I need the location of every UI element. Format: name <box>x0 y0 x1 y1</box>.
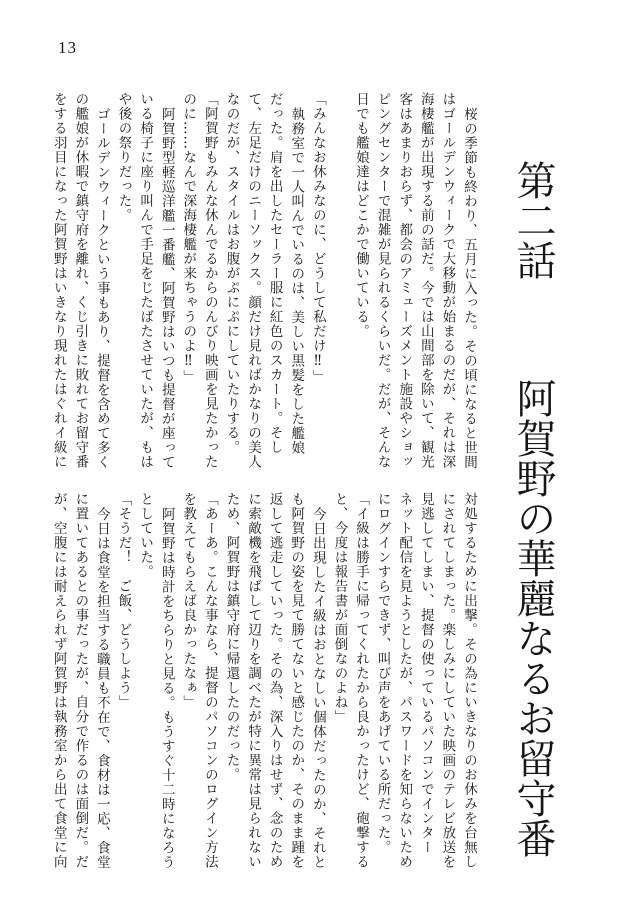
upper-column-2: はゴールデンウィークで大移動が始まるのだが、それは深 <box>439 92 456 469</box>
upper-column-19: をする羽目になった阿賀野はいきなり現れたはぐれイ級に <box>50 92 67 469</box>
upper-column-18: の艦娘が休暇で鎮守府を離れ、くじ引きに敗れてお留守番 <box>72 92 89 469</box>
upper-column-14: 阿賀野型軽巡洋艦一番艦、阿賀野はいつも提督が座って <box>158 106 175 469</box>
upper-column-16: や後の祭りだった。 <box>115 92 132 223</box>
lower-column-5: にログインすらできず、叫び声をあげている所だった。 <box>374 492 391 855</box>
lower-column-15: 阿賀野は時計をちらりと見る。もうすぐ十二時になろう <box>158 506 175 869</box>
upper-column-17: ゴールデンウィークという事もあり、提督を含めて多く <box>93 106 110 469</box>
lower-column-3: 見逃してしまい、提督の使っているパソコンでインター <box>417 492 434 855</box>
upper-column-4: 客はあまりおらず、都会のアミューズメント施設やショッ <box>396 92 413 469</box>
lower-column-11: に索敵機を飛ばして辺りを調べたが特に異常は見られない <box>245 492 262 869</box>
chapter-number: 第二話 <box>510 160 556 280</box>
lower-column-6: 「イ級は勝手に帰ってくれたから良かったけど、砲撃する <box>353 492 370 869</box>
lower-column-2: にされてしまった。楽しみにしていた映画のテレビ放送を <box>439 492 456 869</box>
lower-column-10: 返して逃走していった。その為、深入りはせず、念のため <box>266 492 283 869</box>
upper-column-3: 海棲艦が出現する前の話だ。今では山間部を除いて、観光 <box>417 92 434 469</box>
upper-column-8: 執務室で一人叫んでいるのは、美しい黒髪をした艦娘 <box>288 106 305 455</box>
chapter-title: 阿賀野の華麗なるお留守番 <box>510 378 556 858</box>
lower-text-block <box>47 492 479 870</box>
lower-column-9: も阿賀野の姿を見て勝てないと感じたのか、そのまま踵を <box>288 492 305 869</box>
upper-column-7: 「みんなお休みなのに、どうして私だけ‼」 <box>309 92 326 385</box>
lower-column-16: としていた。 <box>137 492 154 579</box>
lower-column-1: 対処するために出撃。その為にいきなりのお休みを台無し <box>461 492 477 869</box>
lower-column-18: 今日は食堂を担当する職員も不在で、食材は一応、食堂 <box>93 506 110 869</box>
upper-column-1: 桜の季節も終わり、五月に入った。その頃になると世間 <box>461 106 477 469</box>
lower-column-7: と、今度は報告書が面倒なのよね」 <box>331 492 348 724</box>
upper-column-6: 日でも艦娘達はどこかで働いている。 <box>353 92 370 339</box>
lower-column-4: ネット配信を見ようとしたが、パスワードを知らないため <box>396 492 413 869</box>
page-number: 13 <box>58 38 77 57</box>
upper-text-block <box>47 92 479 470</box>
lower-column-14: を教えてもらえば良かったなぁ」 <box>180 492 197 710</box>
upper-column-15: いる椅子に座り叫んで手足をじたばたさせていたが、もは <box>137 92 154 469</box>
lower-column-13: 「あーあ。こんな事なら、提督のパソコンのログイン方法 <box>201 492 218 869</box>
upper-column-12: 「阿賀野もみんな休んでるからのんびり映画を見たかった <box>201 92 218 469</box>
upper-column-9: だった。肩を出したセーラー服に紅色のスカート。そし <box>266 92 283 455</box>
upper-column-13: のに……なんで深海棲艦が来ちゃうのよ‼」 <box>180 92 197 385</box>
upper-column-10: て、左足だけのニーソックス。顔だけ見ればかなりの美人 <box>245 92 262 469</box>
lower-column-12: ため、阿賀野は鎮守府に帰還したのだった。 <box>223 492 240 782</box>
upper-column-5: ピングセンターで混雑が見られるくらいだ。だが、そんな <box>374 92 391 469</box>
paragraph-break <box>328 92 350 470</box>
lower-column-19: に置いてあるとの事だったが、自分で作るのは面倒だ。だ <box>72 492 89 869</box>
lower-column-17: 「そうだ！ ご飯、どうしよう」 <box>115 492 132 710</box>
lower-column-20: が、空腹には耐えられず阿賀野は執務室から出て食堂に向 <box>50 492 67 869</box>
upper-column-11: なのだが、スタイルはお腹がぷにぷにしていたりする。 <box>223 92 240 455</box>
lower-column-8: 今日出現したイ級はおとなしい個体だったのか、それと <box>309 506 326 869</box>
